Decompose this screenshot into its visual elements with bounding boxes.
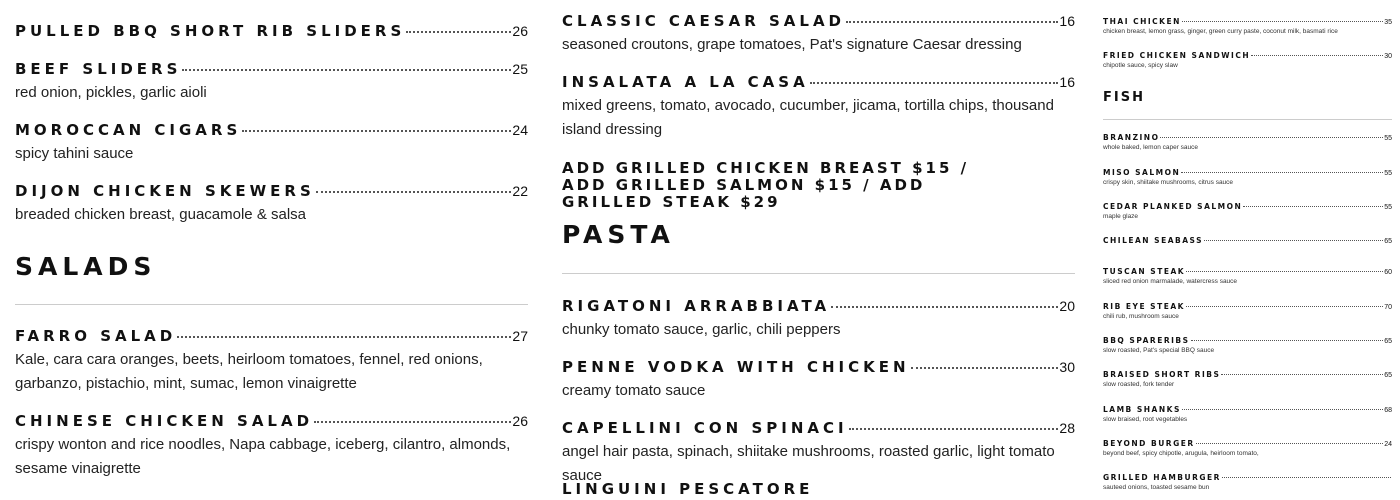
dot-leader [1243, 206, 1383, 207]
menu-item [15, 327, 528, 396]
item-description: slow roasted, Pat's special BBQ sauce [1103, 347, 1215, 354]
item-price: 60 [1384, 269, 1392, 276]
item-description: Kale, cara cara oranges, beets, heirloom tomatoes, fennel, red onions, garbanzo, pistachio, mint, sumac, lemon vinaigrette [15, 351, 483, 392]
menu-item [1103, 336, 1392, 355]
item-name: BRAISED SHORT RIBS [1103, 370, 1221, 379]
item-description: red onion, pickles, garlic aioli [15, 84, 207, 101]
menu-item [562, 73, 1075, 142]
item-price: 27 [512, 328, 528, 344]
menu-item [1103, 202, 1392, 221]
item-description: seasoned croutons, grape tomatoes, Pat's signature Caesar dressing [562, 36, 1022, 53]
cut-off-description [1103, 0, 1143, 2]
menu-item [562, 12, 1075, 57]
item-name: THAI CHICKEN [1103, 17, 1181, 26]
dot-leader [1182, 21, 1383, 22]
section-divider [1103, 119, 1392, 120]
item-name: BBQ SPARERIBS [1103, 336, 1190, 345]
item-description: sliced red onion marmalade, watercress sauce [1103, 278, 1238, 285]
item-price: 35 [1384, 19, 1392, 26]
menu-item [15, 182, 528, 227]
dot-leader [1182, 409, 1383, 410]
item-price: 70 [1384, 304, 1392, 311]
item-name: LAMB SHANKS [1103, 405, 1181, 414]
item-description: slow braised, root vegetables [1103, 416, 1188, 423]
menu-item [15, 412, 528, 481]
menu-item [1103, 370, 1392, 389]
item-name: CEDAR PLANKED SALMON [1103, 202, 1243, 211]
item-name: LINGUINI PESCATORE [562, 480, 814, 498]
item-price: 28 [1059, 420, 1075, 436]
item-name: PULLED BBQ SHORT RIB SLIDERS [15, 22, 406, 40]
item-name: BRANZINO [1103, 133, 1160, 142]
item-name: BEEF SLIDERS [15, 60, 182, 78]
item-name: FRIED CHICKEN SANDWICH [1103, 51, 1251, 60]
item-name: MOROCCAN CIGARS [15, 121, 242, 139]
item-name: RIGATONI ARRABBIATA [562, 297, 831, 315]
item-name: CHILEAN SEABASS [1103, 236, 1203, 245]
item-description: slow roasted, fork tender [1103, 381, 1175, 388]
dot-leader [1222, 477, 1391, 478]
dot-leader [1186, 306, 1383, 307]
menu-item [15, 121, 528, 166]
dot-leader [406, 31, 511, 33]
item-description: beyond beef, spicy chipotle, arugula, heirloom tomato, [1103, 450, 1259, 457]
section-heading: FISH [1103, 90, 1145, 105]
menu-item [1103, 17, 1392, 36]
item-price: 65 [1384, 338, 1392, 345]
item-price: 55 [1384, 170, 1392, 177]
item-description: angel hair pasta, spinach, shiitake mushrooms, roasted garlic, light tomato sauce [562, 443, 1055, 484]
menu-item [1103, 302, 1392, 321]
menu-item [562, 358, 1075, 403]
dot-leader [1221, 374, 1383, 375]
section-heading: PASTA [562, 220, 675, 249]
item-name: CLASSIC CAESAR SALAD [562, 12, 845, 30]
menu-item [1103, 405, 1392, 424]
item-price: 16 [1059, 13, 1075, 29]
item-price: 25 [512, 61, 528, 77]
item-price: 24 [1384, 441, 1392, 448]
item-name: RIB EYE STEAK [1103, 302, 1185, 311]
item-name: INSALATA A LA CASA [562, 73, 809, 91]
section-heading: SALADS [15, 252, 157, 281]
item-price: 30 [1384, 53, 1392, 60]
add-protein-note: ADD GRILLED CHICKEN BREAST $15 / ADD GRILLED SALMON $15 / ADD GRILLED STEAK $29 [562, 159, 970, 211]
dot-leader [1204, 240, 1383, 241]
item-name: GRILLED HAMBURGER [1103, 473, 1221, 482]
item-name: CAPELLINI CON SPINACI [562, 419, 848, 437]
menu-item [1103, 473, 1392, 492]
item-price: 26 [512, 413, 528, 429]
item-description: spicy tahini sauce [15, 145, 134, 162]
item-description: maple glaze [1103, 213, 1139, 220]
item-price: 65 [1384, 238, 1392, 245]
item-price: 55 [1384, 204, 1392, 211]
dot-leader [846, 21, 1058, 23]
item-price: 16 [1059, 74, 1075, 90]
menu-item [1103, 439, 1392, 458]
dot-leader [1160, 137, 1383, 138]
menu-item [562, 480, 1075, 498]
item-description: sauteed onions, toasted sesame bun [1103, 484, 1210, 491]
item-name: TUSCAN STEAK [1103, 267, 1186, 276]
menu-item [1103, 51, 1392, 70]
menu-item [1103, 168, 1392, 187]
item-description: mixed greens, tomato, avocado, cucumber, jicama, tortilla chips, thousand island dressing [562, 97, 1054, 138]
menu-item [15, 22, 528, 40]
item-price: 55 [1384, 135, 1392, 142]
item-name: MISO SALMON [1103, 168, 1181, 177]
dot-leader [911, 367, 1059, 369]
dot-leader [831, 306, 1058, 308]
item-name: CHINESE CHICKEN SALAD [15, 412, 314, 430]
section-divider [15, 304, 528, 305]
item-price: 68 [1384, 407, 1392, 414]
dot-leader [182, 69, 511, 71]
dot-leader [316, 191, 512, 193]
dot-leader [1196, 443, 1384, 444]
item-price: 20 [1059, 298, 1075, 314]
item-description: creamy tomato sauce [562, 382, 706, 399]
item-description: chicken breast, lemon grass, ginger, green curry paste, coconut milk, basmati rice [1103, 28, 1338, 35]
item-description: chipotle sauce, spicy slaw [1103, 62, 1178, 69]
menu-item [15, 60, 528, 105]
menu-item [1103, 267, 1392, 286]
dot-leader [849, 428, 1059, 430]
item-name: BEYOND BURGER [1103, 439, 1195, 448]
dot-leader [242, 130, 511, 132]
menu-item [1103, 236, 1392, 245]
menu-item [562, 297, 1075, 342]
item-price: 22 [512, 183, 528, 199]
item-name: FARRO SALAD [15, 327, 177, 345]
item-price: 24 [512, 122, 528, 138]
dot-leader [810, 82, 1059, 84]
item-description: crispy wonton and rice noodles, Napa cabbage, iceberg, cilantro, almonds, sesame vinaigrette [15, 436, 511, 477]
item-description: breaded chicken breast, guacamole & salsa [15, 206, 307, 223]
dot-leader [1181, 172, 1383, 173]
item-description: chili rub, mushroom sauce [1103, 313, 1179, 320]
item-price: 26 [512, 23, 528, 39]
dot-leader [314, 421, 511, 423]
item-description: whole baked, lemon caper sauce [1103, 144, 1199, 151]
dot-leader [1191, 340, 1384, 341]
dot-leader [1251, 55, 1383, 56]
menu-item [562, 419, 1075, 488]
item-price: 30 [1059, 359, 1075, 375]
item-name: PENNE VODKA WITH CHICKEN [562, 358, 910, 376]
item-name: DIJON CHICKEN SKEWERS [15, 182, 315, 200]
menu-item [1103, 133, 1392, 152]
dot-leader [177, 336, 511, 338]
item-price: 65 [1384, 372, 1392, 379]
item-description: chunky tomato sauce, garlic, chili peppers [562, 321, 841, 338]
item-description: crispy skin, shiitake mushrooms, citrus sauce [1103, 179, 1234, 186]
section-divider [562, 273, 1075, 274]
dot-leader [1186, 271, 1383, 272]
